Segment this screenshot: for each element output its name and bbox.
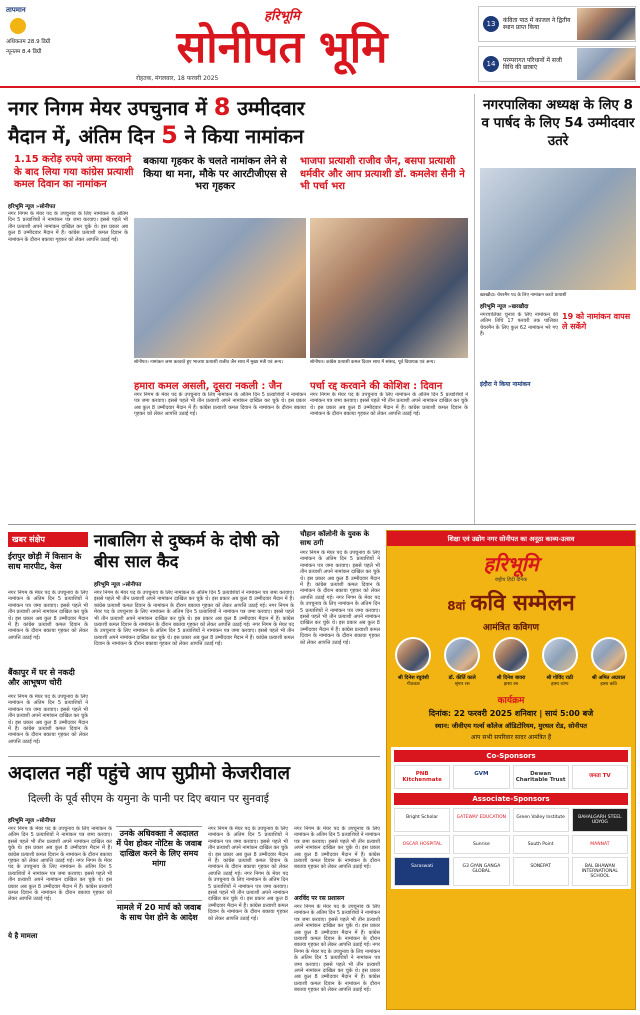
mid-rule [8, 524, 636, 525]
brand-logo: हरिभूमि [264, 9, 300, 24]
lead-byline: हरिभूमि न्यूज »सोनीपत [8, 204, 56, 210]
photo-caption-1: सोनीपत। नामांकन जमा करवाते हुए भाजपा प्रत्याशी राजीव जैन साथ में मुख्य मंत्री एवं अन्य। [134, 360, 284, 365]
masthead [92, 6, 472, 84]
right-caption: खरखौदा। चेयरमैन पद के लिए नामांकन करते प्रत्याशी [480, 293, 567, 298]
weather-label: तापमान [6, 6, 26, 14]
news-brief-title-2: बैंकापुर में घर से नकदी और आभूषण चोरी [8, 668, 75, 687]
ad-venue: स्थान: जीवीएम गर्ल्स कॉलेज ऑडिटोरियम, मुरथल रोड, सोनीपत [435, 722, 587, 730]
photo-caption-2: सोनीपत। कांग्रेस प्रत्याशी कमल दिवान साथ में सांसद, पूर्व विधायक एवं अन्य। [310, 360, 436, 365]
poet-card: श्री गोविंद राठी हास्य व्यंग्य [536, 637, 584, 687]
right-headline: नगरपालिका अध्यक्ष के लिए 8 व पार्षद के लिए 54 उम्मीदवार उतरे [481, 97, 635, 149]
promo-text: परम्परागत परिधानों में सजी विधि की छात्राएं [503, 56, 562, 71]
right-section: इंदौरा ने किया नामांकन [480, 381, 531, 388]
story3-headline: चौहान कॉलोनी के युवक के साथ ठगी [300, 530, 369, 547]
sponsor-logo: PNB Kitchenmate [394, 765, 450, 789]
edition-title: सोनीपत भूमि [176, 22, 388, 73]
sponsor-logo: जनता TV [572, 765, 628, 789]
story4-section: अरविंद पर रस प्रशासन [294, 895, 345, 902]
story4-body-3: नगर निगम के मेयर पद के उपचुनाव के लिए नामांकन के अंतिम दिन 5 प्रत्याशियों ने नामांकन पत्र जमा करवाए। इससे पहले भी तीन प्रत्याशी अपने नामांकन दाखिल कर चुके थे। इस प्रकार अब कुल 8 उम्मीदवार मैदान में हैं। कांग्रेस प्रत्याशी कमल दिवान के नामांकन के दौरान बकाया गृहकर को लेकर आपत्ति उठाई गई। [294, 826, 380, 871]
sun-icon [10, 18, 26, 34]
promo-item[interactable] [478, 46, 636, 82]
right-photo [480, 168, 636, 290]
story4-body-4: नगर निगम के मेयर पद के उपचुनाव के लिए नामांकन के अंतिम दिन 5 प्रत्याशियों ने नामांकन पत्र जमा करवाए। इससे पहले भी तीन प्रत्याशी अपने नामांकन दाखिल कर चुके थे। इस प्रकार अब कुल 8 उम्मीदवार मैदान में हैं। कांग्रेस प्रत्याशी कमल दिवान के नामांकन के दौरान बकाया गृहकर को लेकर आपत्ति उठाई गई। नगर निगम के मेयर पद के उपचुनाव के लिए नामांकन के अंतिम दिन 5 प्रत्याशियों ने नामांकन पत्र जमा करवाए। इससे पहले भी तीन प्रत्याशी अपने नामांकन दाखिल कर चुके थे। इस प्रकार अब कुल 8 उम्मीदवार मैदान में हैं। कांग्रेस प्रत्याशी कमल दिवान के नामांकन के दौरान बकाया गृहकर को लेकर आपत्ति उठाई गई। [294, 904, 380, 994]
ad-brand: हरिभूमि [483, 552, 539, 576]
story4-sub: दिल्ली के पूर्व सीएम के यमुना के पानी पर दिए बयान पर सुनवाई [28, 793, 269, 805]
ad-brand-sub: राष्ट्रीय हिंदी दैनिक [494, 577, 528, 583]
assoc-sponsor-label: Associate-Sponsors [394, 793, 628, 805]
right-box-title: 19 को नामांकन वापस ले सकेंगे [562, 312, 631, 331]
header-rule [0, 86, 640, 88]
sponsor-logo: OSCAR HOSPITAL [394, 835, 450, 854]
sponsor-logo: BAL BHAWAN INTERNATIONAL SCHOOL [572, 857, 628, 886]
ad-invite: आमंत्रित कविगण [483, 623, 539, 633]
story4-box-1: उनके अधिवक्ता ने अदालत में पेश होकर नोटिस के जवाब दाखिल करने के लिए समय मांगा [116, 826, 202, 869]
poet-card: श्री दिनेश बावरा हास्य रस [487, 637, 535, 687]
right-body: नगरपालिका चुनाव के लिए नामांकन की अंतिम तिथि 17 फरवरी तक पालिका चेयरमैन के लिए कुल 62 नामांकन भरे गए हैं। [480, 312, 558, 338]
temp-max: अधिकतम 28.9 डिग्री [6, 39, 51, 45]
quote-body-2: नगर निगम के मेयर पद के उपचुनाव के लिए नामांकन के अंतिम दिन 5 प्रत्याशियों ने नामांकन पत्र जमा करवाए। इससे पहले भी तीन प्रत्याशी अपने नामांकन दाखिल कर चुके थे। इस प्रकार अब कुल 8 उम्मीदवार मैदान में हैं। कांग्रेस प्रत्याशी कमल दिवान के नामांकन के दौरान बकाया गृहकर को लेकर आपत्ति उठाई गई। [310, 392, 468, 418]
promo-photo [577, 48, 635, 80]
poet-photo [395, 637, 431, 673]
news-brief-label: खबर संक्षेप [8, 532, 88, 547]
quote-body-1: नगर निगम के मेयर पद के उपचुनाव के लिए नामांकन के अंतिम दिन 5 प्रत्याशियों ने नामांकन पत्र जमा करवाए। इससे पहले भी तीन प्रत्याशी अपने नामांकन दाखिल कर चुके थे। इस प्रकार अब कुल 8 उम्मीदवार मैदान में हैं। कांग्रेस प्रत्याशी कमल दिवान के नामांकन के दौरान बकाया गृहकर को लेकर आपत्ति उठाई गई। [134, 392, 306, 418]
story3-body: नगर निगम के मेयर पद के उपचुनाव के लिए नामांकन के अंतिम दिन 5 प्रत्याशियों ने नामांकन पत्र जमा करवाए। इससे पहले भी तीन प्रत्याशी अपने नामांकन दाखिल कर चुके थे। इस प्रकार अब कुल 8 उम्मीदवार मैदान में हैं। कांग्रेस प्रत्याशी कमल दिवान के नामांकन के दौरान बकाया गृहकर को लेकर आपत्ति उठाई गई। नगर निगम के मेयर पद के उपचुनाव के लिए नामांकन के अंतिम दिन 5 प्रत्याशियों ने नामांकन पत्र जमा करवाए। इससे पहले भी तीन प्रत्याशी अपने नामांकन दाखिल कर चुके थे। इस प्रकार अब कुल 8 उम्मीदवार मैदान में हैं। कांग्रेस प्रत्याशी कमल दिवान के नामांकन के दौरान बकाया गृहकर को लेकर आपत्ति उठाई गई। [300, 550, 380, 646]
right-column-rule [474, 94, 475, 524]
co-sponsors [394, 765, 628, 789]
sponsor-logo: SONEPAT [513, 857, 569, 886]
lead-body: नगर निगम के मेयर पद के उपचुनाव के लिए नामांकन के अंतिम दिन 5 प्रत्याशियों ने नामांकन पत्र जमा करवाए। इससे पहले भी तीन प्रत्याशी अपने नामांकन दाखिल कर चुके थे। इस प्रकार अब कुल 8 उम्मीदवार मैदान में हैं। कांग्रेस प्रत्याशी कमल दिवान के नामांकन के दौरान बकाया गृहकर को लेकर आपत्ति उठाई गई। [8, 211, 128, 243]
sponsor-logo: Saraswati [394, 857, 450, 886]
news-brief-title-1: ईरापुर छोड़ी में किसान के साथ मारपीट, केस [8, 552, 82, 571]
sponsor-logo: Green Valley Institute [513, 808, 569, 832]
lead-headline: नगर निगम मेयर उपचुनाव में 8 उम्मीदवार मैदान में, अंतिम दिन 5 ने किया नामांकन [8, 93, 305, 149]
ad-poets [387, 637, 635, 687]
poet-photo [444, 637, 480, 673]
sponsor-logo: GVM [453, 765, 509, 789]
lead-photo-2 [310, 218, 468, 358]
story4-body-2: नगर निगम के मेयर पद के उपचुनाव के लिए नामांकन के अंतिम दिन 5 प्रत्याशियों ने नामांकन पत्र जमा करवाए। इससे पहले भी तीन प्रत्याशी अपने नामांकन दाखिल कर चुके थे। इस प्रकार अब कुल 8 उम्मीदवार मैदान में हैं। कांग्रेस प्रत्याशी कमल दिवान के नामांकन के दौरान बकाया गृहकर को लेकर आपत्ति उठाई गई। नगर निगम के मेयर पद के उपचुनाव के लिए नामांकन के अंतिम दिन 5 प्रत्याशियों ने नामांकन पत्र जमा करवाए। इससे पहले भी तीन प्रत्याशी अपने नामांकन दाखिल कर चुके थे। इस प्रकार अब कुल 8 उम्मीदवार मैदान में हैं। कांग्रेस प्रत्याशी कमल दिवान के नामांकन के दौरान बकाया गृहकर को लेकर आपत्ति उठाई गई। [208, 826, 288, 922]
dateline: रोहतक, मंगलवार, 18 फरवरी 2025 [136, 75, 219, 82]
quote-2: पर्चा रद्द करवाने की कोशिश : दिवान [310, 381, 443, 392]
quote-1: हमारा कमल असली, दूसरा नकली : जैन [134, 381, 282, 392]
ad-program-label: कार्यक्रम [497, 696, 525, 706]
sponsor-logo: BAHALGARH STEEL UDYOG [572, 808, 628, 832]
poet-card: डॉ. कीर्ति काले श्रृंगार रस [438, 637, 486, 687]
ad-welcome: आप सभी सपरिवार सादर आमंत्रित हैं [470, 734, 552, 741]
story4-byline: हरिभूमि न्यूज »सोनीपत [8, 818, 56, 824]
poet-photo [542, 637, 578, 673]
story4-note: ये है मामला [8, 932, 38, 940]
story2-byline: हरिभूमि न्यूज »सोनीपत [94, 582, 142, 588]
sponsor-logo: G3 GYAN GANGA GLOBAL [453, 857, 509, 886]
co-sponsor-label: Co-Sponsors [394, 750, 628, 762]
sponsor-logo: Bright Scholar [394, 808, 450, 832]
poet-card: श्री दिनेश रघुवंशी गीतकार [389, 637, 437, 687]
ad-kavi-sammelan [386, 530, 636, 1010]
lead-sub-1: 1.15 करोड़ रुपये जमा करवाने के बाद लिया गया कांग्रेस प्रत्याशी कमल दिवान का नामांकन [14, 154, 134, 190]
story2-headline: नाबालिग से दुष्कर्म के दोषी को बीस साल कैद [94, 531, 280, 571]
weather-box [6, 6, 84, 66]
sponsor-logo: MANNAT [572, 835, 628, 854]
poet-photo [493, 637, 529, 673]
promo-photo [577, 8, 635, 40]
promo-number: 13 [483, 16, 499, 32]
ad-date: दिनांक: 22 फरवरी 2025 शनिवार | सायं 5:00 बजे [428, 709, 594, 718]
right-byline: हरिभूमि न्यूज »खरखौदा [480, 304, 529, 310]
lead-photo-1 [134, 218, 306, 358]
story4-headline: अदालत नहीं पहुंचे आप सुप्रीमो केजरीवाल [8, 763, 291, 784]
sponsor-logo: South Point [513, 835, 569, 854]
ad-top-text: शिक्षा एवं उद्योग नगर सोनीपत का अनूठा काव्य-उत्सव [387, 531, 635, 546]
story4-box-2: मामले में 20 मार्च को जवाब के साथ पेश होने के आदेश [116, 900, 202, 923]
promo-number: 14 [483, 56, 499, 72]
ad-edition: 8वां [447, 599, 466, 613]
ad-title: कवि सम्मेलन [470, 590, 575, 616]
news-brief-body-1: नगर निगम के मेयर पद के उपचुनाव के लिए नामांकन के अंतिम दिन 5 प्रत्याशियों ने नामांकन पत्र जमा करवाए। इससे पहले भी तीन प्रत्याशी अपने नामांकन दाखिल कर चुके थे। इस प्रकार अब कुल 8 उम्मीदवार मैदान में हैं। कांग्रेस प्रत्याशी कमल दिवान के नामांकन के दौरान बकाया गृहकर को लेकर आपत्ति उठाई गई। [8, 590, 88, 641]
sponsor-logo: Dewan Charitable Trust [513, 765, 569, 789]
temp-min: न्यूनतम 8.4 डिग्री [6, 49, 42, 55]
story2-body: नगर निगम के मेयर पद के उपचुनाव के लिए नामांकन के अंतिम दिन 5 प्रत्याशियों ने नामांकन पत्र जमा करवाए। इससे पहले भी तीन प्रत्याशी अपने नामांकन दाखिल कर चुके थे। इस प्रकार अब कुल 8 उम्मीदवार मैदान में हैं। कांग्रेस प्रत्याशी कमल दिवान के नामांकन के दौरान बकाया गृहकर को लेकर आपत्ति उठाई गई। नगर निगम के मेयर पद के उपचुनाव के लिए नामांकन के अंतिम दिन 5 प्रत्याशियों ने नामांकन पत्र जमा करवाए। इससे पहले भी तीन प्रत्याशी अपने नामांकन दाखिल कर चुके थे। इस प्रकार अब कुल 8 उम्मीदवार मैदान में हैं। कांग्रेस प्रत्याशी कमल दिवान के नामांकन के दौरान बकाया गृहकर को लेकर आपत्ति उठाई गई। नगर निगम के मेयर पद के उपचुनाव के लिए नामांकन के अंतिम दिन 5 प्रत्याशियों ने नामांकन पत्र जमा करवाए। इससे पहले भी तीन प्रत्याशी अपने नामांकन दाखिल कर चुके थे। इस प्रकार अब कुल 8 उम्मीदवार मैदान में हैं। कांग्रेस प्रत्याशी कमल दिवान के नामांकन के दौरान बकाया गृहकर को लेकर आपत्ति उठाई गई। [94, 590, 294, 648]
story4-rule [8, 756, 380, 757]
lead-sub-2: बकाया गृहकर के चलते नामांकन लेने से किया था मना, मौके पर आरटीजीएस से भरा गृहकर [143, 156, 287, 192]
poet-card: श्री अमित अग्रवाल हास्य कवि [585, 637, 633, 687]
news-brief-body-2: नगर निगम के मेयर पद के उपचुनाव के लिए नामांकन के अंतिम दिन 5 प्रत्याशियों ने नामांकन पत्र जमा करवाए। इससे पहले भी तीन प्रत्याशी अपने नामांकन दाखिल कर चुके थे। इस प्रकार अब कुल 8 उम्मीदवार मैदान में हैं। कांग्रेस प्रत्याशी कमल दिवान के नामांकन के दौरान बकाया गृहकर को लेकर आपत्ति उठाई गई। [8, 694, 88, 745]
promo-item[interactable] [478, 6, 636, 42]
assoc-sponsors [394, 808, 628, 886]
promo-column [478, 6, 636, 84]
sponsor-logo: Sunrise [453, 835, 509, 854]
lead-sub-3: भाजपा प्रत्याशी राजीव जैन, बसपा प्रत्याशी धर्मवीर और आप प्रत्याशी डॉ. कमलेश सैनी ने भी पर्चा भरा [300, 156, 465, 192]
story4-body: नगर निगम के मेयर पद के उपचुनाव के लिए नामांकन के अंतिम दिन 5 प्रत्याशियों ने नामांकन पत्र जमा करवाए। इससे पहले भी तीन प्रत्याशी अपने नामांकन दाखिल कर चुके थे। इस प्रकार अब कुल 8 उम्मीदवार मैदान में हैं। कांग्रेस प्रत्याशी कमल दिवान के नामांकन के दौरान बकाया गृहकर को लेकर आपत्ति उठाई गई। नगर निगम के मेयर पद के उपचुनाव के लिए नामांकन के अंतिम दिन 5 प्रत्याशियों ने नामांकन पत्र जमा करवाए। इससे पहले भी तीन प्रत्याशी अपने नामांकन दाखिल कर चुके थे। इस प्रकार अब कुल 8 उम्मीदवार मैदान में हैं। कांग्रेस प्रत्याशी कमल दिवान के नामांकन के दौरान बकाया गृहकर को लेकर आपत्ति उठाई गई। [8, 826, 112, 903]
poet-photo [591, 637, 627, 673]
promo-text: कंविता पाठ में काजल ने द्वितीय स्थान प्राप्त किया [503, 16, 571, 31]
sponsor-logo: GATEWAY EDUCATION [453, 808, 509, 832]
